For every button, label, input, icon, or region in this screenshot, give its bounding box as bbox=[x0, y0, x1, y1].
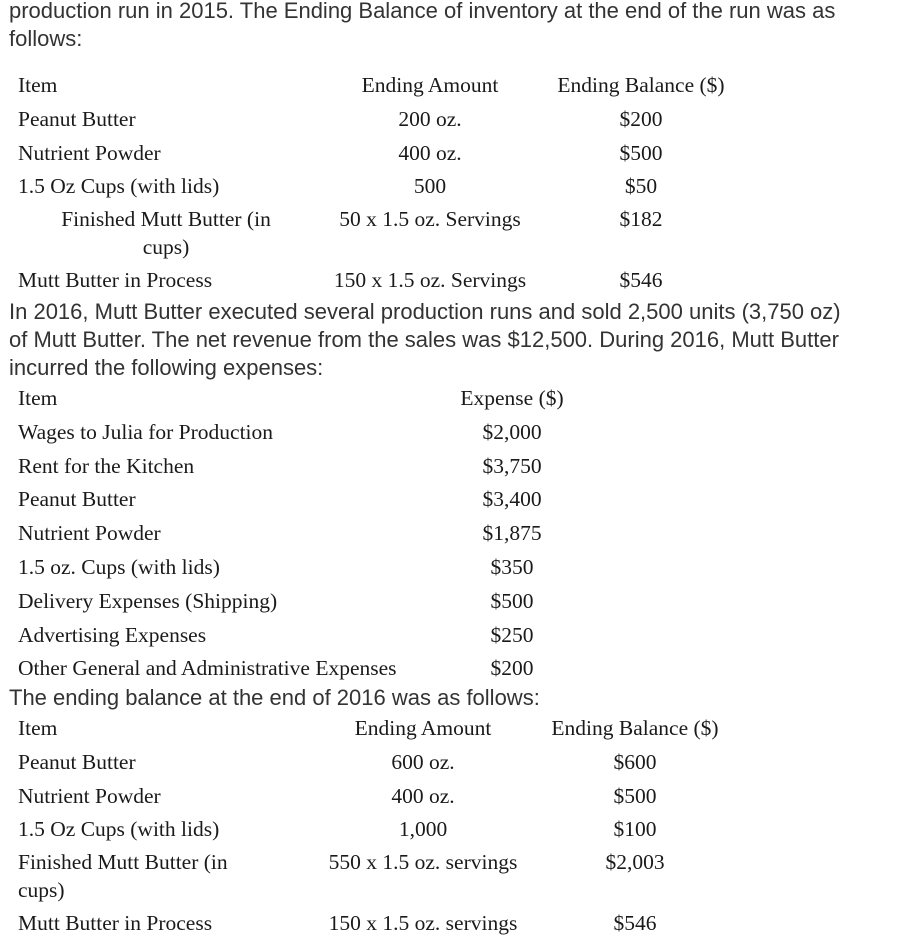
cell-balance: $546 bbox=[619, 268, 663, 293]
cell-item: Peanut Butter bbox=[18, 749, 136, 774]
cell-balance: $500 bbox=[613, 783, 657, 808]
cell-expense: $1,875 bbox=[482, 521, 542, 546]
cell-item: Other General and Administrative Expenses bbox=[18, 656, 397, 681]
cell-item: Mutt Butter in Process bbox=[18, 911, 213, 936]
cell-expense: $3,750 bbox=[482, 453, 542, 478]
cell-expense: $2,000 bbox=[482, 419, 542, 444]
table-row bbox=[9, 171, 745, 205]
sales-2016-line: In 2016, Mutt Butter executed several production runs and sold 2,500 units (3,750 oz) bbox=[9, 299, 841, 324]
table-header-row bbox=[9, 70, 745, 104]
intro-line: production run in 2015. The Ending Balance of inventory at the end of the run was as bbox=[9, 0, 836, 23]
table-row bbox=[9, 781, 739, 815]
table-row bbox=[9, 653, 577, 687]
cell-item: Nutrient Powder bbox=[18, 521, 161, 546]
cell-amount: 1,000 bbox=[398, 817, 448, 842]
table-row bbox=[9, 620, 577, 654]
header-item: Item bbox=[18, 716, 58, 740]
table-row bbox=[9, 552, 577, 586]
table-row bbox=[9, 138, 745, 172]
cell-item: 1.5 Oz Cups (with lids) bbox=[18, 817, 220, 842]
cell-expense: $200 bbox=[490, 656, 534, 681]
intro-paragraph bbox=[9, 0, 907, 53]
ending-balance-2015-table bbox=[9, 70, 745, 299]
cell-amount: 200 oz. bbox=[398, 106, 462, 131]
table-row bbox=[9, 586, 577, 620]
cell-item: Peanut Butter bbox=[18, 106, 136, 131]
cell-item: Mutt Butter in Process bbox=[18, 268, 213, 293]
table-row bbox=[9, 848, 739, 908]
cell-balance: $546 bbox=[613, 911, 657, 936]
header-item: Item bbox=[18, 73, 58, 97]
cell-amount: 400 oz. bbox=[391, 783, 455, 808]
cell-balance: $182 bbox=[619, 207, 663, 232]
cell-item: Nutrient Powder bbox=[18, 140, 161, 165]
cell-amount: 550 x 1.5 oz. servings bbox=[328, 850, 518, 875]
cell-item bbox=[9, 205, 323, 265]
cell-item-line: cups) bbox=[18, 878, 65, 903]
cell-balance: $200 bbox=[619, 106, 663, 131]
cell-item: Delivery Expenses (Shipping) bbox=[18, 588, 278, 613]
cell-balance: $2,003 bbox=[605, 850, 665, 875]
table-row bbox=[9, 104, 745, 138]
cell-item: Wages to Julia for Production bbox=[18, 419, 274, 444]
cell-item: 1.5 Oz Cups (with lids) bbox=[18, 174, 220, 199]
cell-item-line: Finished Mutt Butter (in bbox=[61, 207, 271, 232]
cell-amount: 150 x 1.5 oz. servings bbox=[328, 911, 518, 936]
cell-item: Advertising Expenses bbox=[18, 622, 207, 647]
table-row bbox=[9, 747, 739, 781]
header-ending-amount: Ending Amount bbox=[354, 716, 492, 740]
cell-balance: $500 bbox=[619, 140, 663, 165]
cell-expense: $250 bbox=[490, 622, 534, 647]
table-header-row bbox=[9, 713, 739, 747]
header-expense: Expense ($) bbox=[460, 386, 564, 410]
cell-balance: $50 bbox=[624, 174, 658, 199]
header-ending-balance: Ending Balance ($) bbox=[551, 716, 719, 740]
cell-item: Peanut Butter bbox=[18, 487, 136, 512]
cell-item: Rent for the Kitchen bbox=[18, 453, 195, 478]
cell-item: Nutrient Powder bbox=[18, 783, 161, 808]
table-row bbox=[9, 205, 745, 265]
cell-amount: 600 oz. bbox=[391, 749, 455, 774]
cell-item-line: cups) bbox=[142, 235, 190, 260]
cell-item: 1.5 oz. Cups (with lids) bbox=[18, 554, 220, 579]
table-row bbox=[9, 417, 577, 451]
cell-amount: 50 x 1.5 oz. Servings bbox=[339, 207, 521, 232]
table-row bbox=[9, 451, 577, 485]
cell-amount: 400 oz. bbox=[398, 140, 462, 165]
table-row bbox=[9, 265, 745, 299]
sales-2016-line: of Mutt Butter. The net revenue from the sales was $12,500. During 2016, Mutt Butter bbox=[9, 327, 839, 352]
cell-amount: 500 bbox=[413, 174, 447, 199]
header-ending-balance: Ending Balance ($) bbox=[557, 73, 725, 97]
cell-expense: $350 bbox=[490, 554, 534, 579]
intro-line: follows: bbox=[9, 26, 83, 51]
table-row bbox=[9, 814, 739, 848]
header-item: Item bbox=[18, 386, 58, 410]
table-header-row bbox=[9, 383, 577, 417]
cell-balance: $100 bbox=[613, 817, 657, 842]
table-row bbox=[9, 518, 577, 552]
cell-expense: $3,400 bbox=[482, 487, 542, 512]
cell-item-line: Finished Mutt Butter (in bbox=[18, 850, 228, 875]
cell-expense: $500 bbox=[490, 588, 534, 613]
ending-2016-paragraph bbox=[9, 684, 907, 712]
cell-amount: 150 x 1.5 oz. Servings bbox=[333, 268, 527, 293]
cell-balance: $600 bbox=[613, 749, 657, 774]
expenses-2016-table bbox=[9, 383, 577, 687]
sales-2016-paragraph bbox=[9, 298, 907, 382]
table-row bbox=[9, 484, 577, 518]
ending-2016-line: The ending balance at the end of 2016 was as follows: bbox=[9, 685, 540, 710]
sales-2016-line: incurred the following expenses: bbox=[9, 355, 324, 380]
ending-balance-2016-table bbox=[9, 713, 739, 942]
header-ending-amount: Ending Amount bbox=[361, 73, 499, 97]
cell-item bbox=[9, 848, 315, 908]
